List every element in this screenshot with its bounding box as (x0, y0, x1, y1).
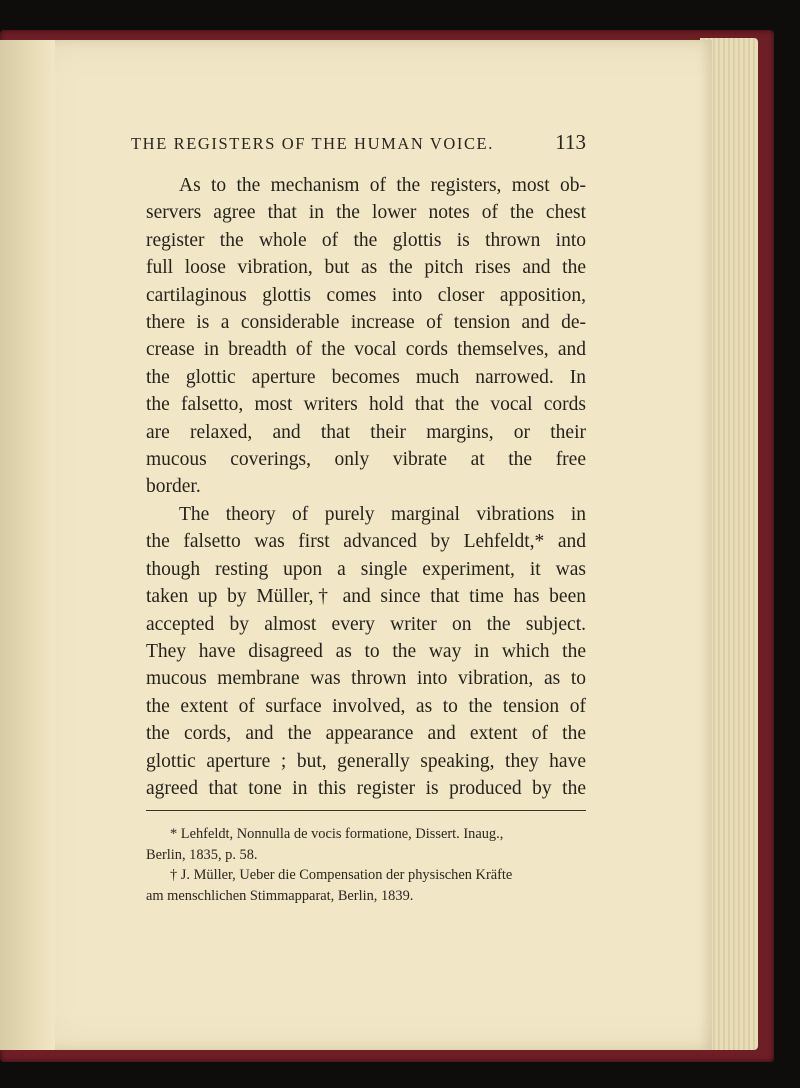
text-line: full loose vibration, but as the pitch rises and the (146, 257, 586, 279)
running-title: THE REGISTERS OF THE HUMAN VOICE. (131, 134, 494, 153)
text-line: the glottic aperture becomes much narrowed. In (146, 366, 586, 388)
text-line: there is a considerable increase of tension and de- (146, 312, 586, 334)
text-line: glottic aperture ; but, generally speaking, they have (146, 750, 586, 772)
text-line: the extent of surface involved, as to the tension of (146, 695, 586, 717)
page-gutter (0, 40, 55, 1050)
text-line: agreed that tone in this register is produced by the (146, 777, 586, 799)
text-line: mucous membrane was thrown into vibration, as to (146, 668, 586, 690)
text-line: though resting upon a single experiment, it was (146, 558, 586, 580)
footnote-line: Berlin, 1835, p. 58. (146, 846, 258, 863)
text-line: register the whole of the glottis is thrown into (146, 229, 586, 251)
page-number: 113 (555, 130, 586, 154)
body-text (146, 172, 586, 802)
text-line: As to the mechanism of the registers, most ob- (179, 175, 586, 196)
text-line: the falsetto, most writers hold that the vocal cords (146, 394, 586, 416)
text-line: the falsetto was first advanced by Lehfeldt,* and (146, 531, 586, 553)
footnote-line: * Lehfeldt, Nonnulla de vocis formatione, Dissert. Inaug., (170, 826, 504, 842)
footnotes (146, 824, 586, 906)
running-head (131, 130, 586, 158)
text-line: cartilaginous glottis comes into closer apposition, (146, 284, 586, 306)
text-line: border. (146, 476, 201, 498)
text-line: taken up by Müller,† and since that time has been (146, 586, 586, 608)
text-line: are relaxed, and that their margins, or their (146, 421, 586, 443)
text-line: crease in breadth of the vocal cords themselves, and (146, 339, 586, 361)
text-line: mucous coverings, only vibrate at the free (146, 449, 586, 471)
text-line: servers agree that in the lower notes of the chest (146, 202, 586, 224)
footnote-rule (146, 810, 586, 811)
footnote-line: † J. Müller, Ueber die Compensation der physischen Kräfte (170, 867, 513, 883)
text-line: They have disagreed as to the way in which the (146, 640, 586, 662)
footnote-line: am menschlichen Stimmapparat, Berlin, 1839. (146, 887, 414, 904)
text-line: The theory of purely marginal vibrations in (179, 503, 586, 525)
text-line: accepted by almost every writer on the subject. (146, 613, 586, 635)
text-line: the cords, and the appearance and extent of the (146, 723, 586, 745)
